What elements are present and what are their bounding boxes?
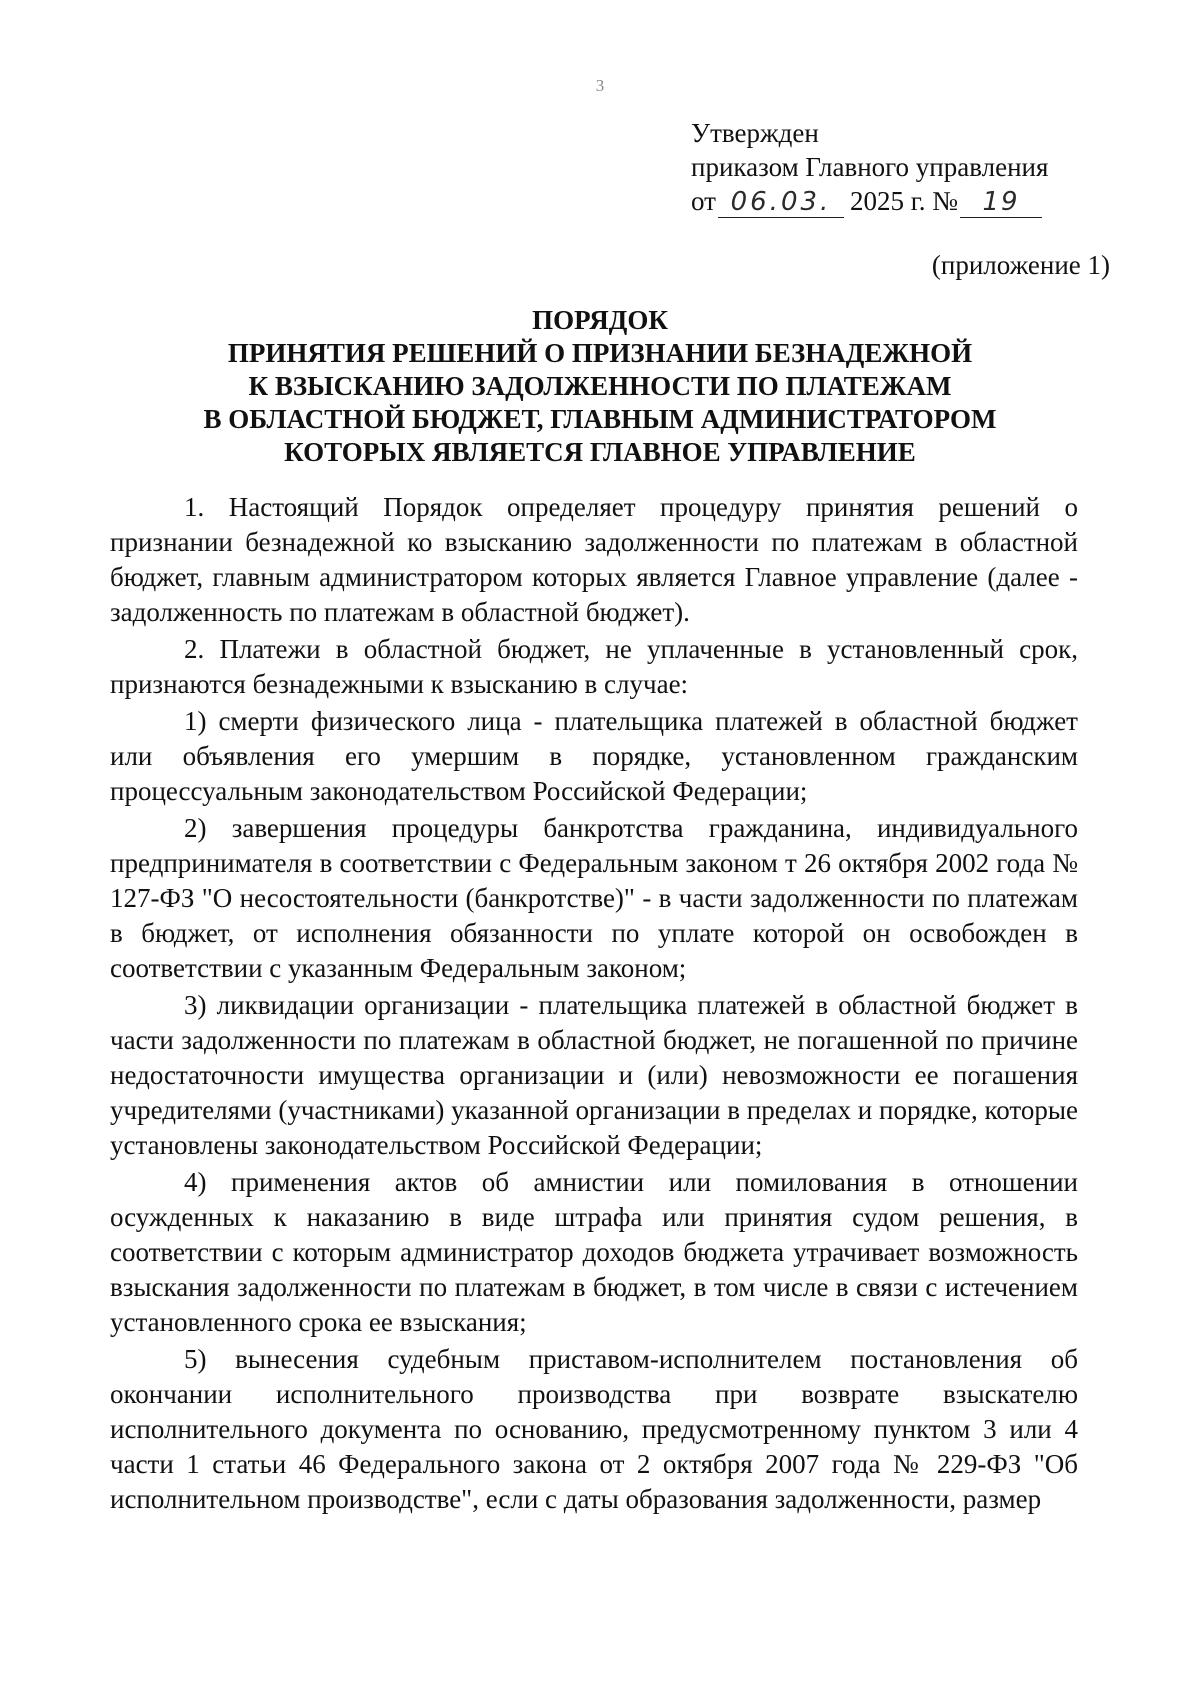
paragraph-2-item-2: 2) завершения процедуры банкротства гражданина, индивидуального предпринимателя в соответствии с Федеральным законом т 26 октября 2002 года № 127-ФЗ "О несостоятельности (банкротстве)" - в части задолженности по платежам в бюджет, от исполнения обязанности по уплате которой он освобожден в соответствии с указанным Федеральным законом; [110,813,1078,983]
paragraph-2: 2. Платежи в областной бюджет, не уплаченные в установленный срок, признаются безнадежными к взысканию в случае: [110,634,1078,699]
title-line-2: ПРИНЯТИЯ РЕШЕНИЙ О ПРИЗНАНИИ БЕЗНАДЕЖНОЙ [227,338,973,368]
title-line-3: К ВЗЫСКАНИЮ ЗАДОЛЖЕННОСТИ ПО ПЛАТЕЖАМ [248,371,952,401]
paragraph-2-item-1: 1) смерти физического лица - плательщика платежей в областной бюджет или объявления его умершим в порядке, установленном гражданским процессуальным законодательством Российской Федерации; [110,706,1078,806]
approval-line-3 [691,184,1048,218]
paragraph-1: 1. Настоящий Порядок определяет процедуру принятия решений о признании безнадежной ко взысканию задолженности по платежам в областной бюджет, главным администратором которых является Главное управление (далее - задолженность по платежам в областной бюджет). [110,492,1078,627]
handwritten-order-number: 19 [960,187,1042,218]
paragraph-2-item-4: 4) применения актов об амнистии или помилования в отношении осужденных к наказанию в виде штрафа или принятия судом решения, в соответствии с которым администратор доходов бюджета утрачивает возможность взыскания задолженности по платежам в бюджет, в том числе в связи с истечением установленного срока ее взыскания; [110,1167,1078,1337]
paragraph-2-item-5: 5) вынесения судебным приставом-исполнителем постановления об окончании исполнительного производства при возврате взыскателю исполнительного документа по основанию, предусмотренному пунктом 3 или 4 части 1 статьи 46 Федерального закона от 2 октября 2007 года № 229-ФЗ "Об исполнительном производстве", если с даты образования задолженности, размер [110,1344,1078,1514]
document-body [110,490,1078,1519]
approval-year-text: 2025 г. № [849,186,958,216]
title-line-1: ПОРЯДОК [532,305,668,335]
document-title [120,304,1080,469]
approval-from-prefix: от [691,186,716,216]
paragraph-2-item-3: 3) ликвидации организации - плательщика платежей в областной бюджет в части задолженности по платежам в областной бюджет, не погашенной по причине недостаточности имущества организации и (или) невозможности ее погашения учредителями (участниками) указанной организации в пределах и порядке, которые установлены законодательством Российской Федерации; [110,990,1078,1160]
approval-block [691,116,1048,218]
approval-line-1: Утвержден [691,118,819,148]
appendix-label: (приложение 1) [931,250,1110,280]
title-line-4: В ОБЛАСТНОЙ БЮДЖЕТ, ГЛАВНЫМ АДМИНИСТРАТОРОМ [203,404,997,434]
title-line-5: КОТОРЫХ ЯВЛЯЕТСЯ ГЛАВНОЕ УПРАВЛЕНИЕ [284,437,916,467]
handwritten-date: 06.03. [718,187,844,218]
page-number: 3 [595,76,605,95]
approval-line-2: приказом Главного управления [691,152,1049,182]
